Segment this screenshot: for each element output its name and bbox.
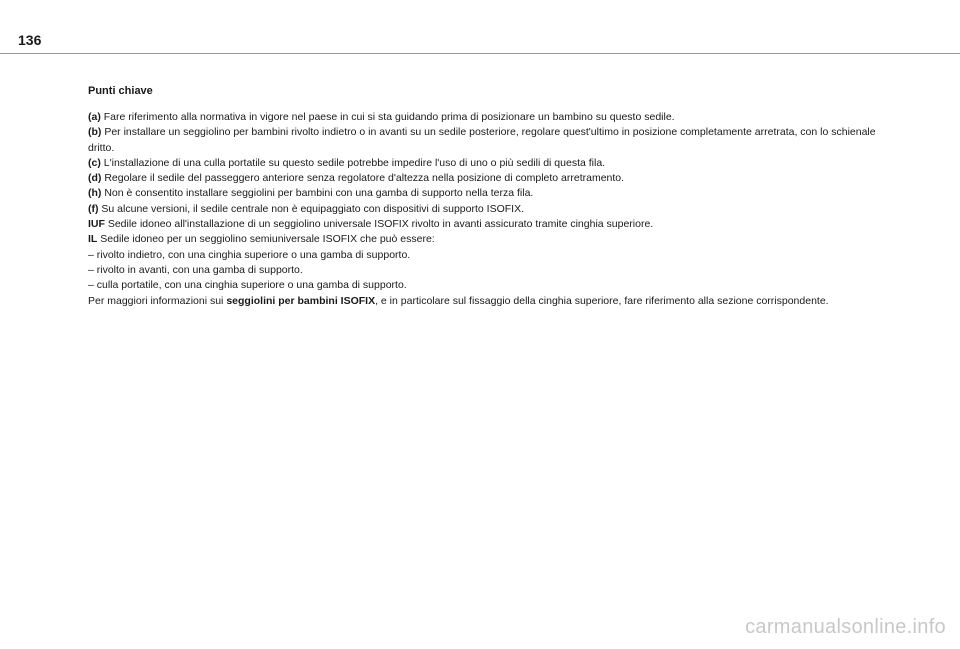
final-note bbox=[88, 294, 898, 309]
key-item-a bbox=[88, 110, 898, 125]
key-text: Regolare il sedile del passeggero anteriore senza regolatore d'altezza nella posizione di completo arretramento. bbox=[101, 172, 625, 185]
dash-item: – rivolto in avanti, con una gamba di supporto. bbox=[88, 263, 303, 276]
key-item-b bbox=[88, 125, 898, 156]
key-item-f bbox=[88, 202, 898, 217]
final-note-after: , e in particolare sul fissaggio della cinghia superiore, fare riferimento alla sezione corrispondente. bbox=[375, 294, 829, 307]
key-text: Su alcune versioni, il sedile centrale non è equipaggiato con dispositivi di supporto ISOFIX. bbox=[98, 202, 524, 215]
header-divider bbox=[0, 53, 960, 54]
dash-item: – culla portatile, con una cinghia superiore o una gamba di supporto. bbox=[88, 279, 407, 292]
key-label: (b) bbox=[88, 126, 102, 139]
key-label: (d) bbox=[88, 172, 102, 185]
key-label: IL bbox=[88, 233, 98, 246]
key-label: (h) bbox=[88, 187, 102, 200]
section-title: Punti chiave bbox=[88, 85, 153, 97]
key-text: Non è consentito installare seggiolini per bambini con una gamba di supporto nella terza fila. bbox=[101, 187, 534, 200]
key-item-c bbox=[88, 156, 898, 171]
watermark: carmanualsonline.info bbox=[745, 616, 946, 638]
key-text: Sedile idoneo per un seggiolino semiuniversale ISOFIX che può essere: bbox=[97, 233, 435, 246]
key-text: Per installare un seggiolino per bambini rivolto indietro o in avanti su un sedile posteriore, regolare quest'ultimo in posizione completamente arretrata, con lo schienale dritto. bbox=[88, 126, 876, 154]
key-item-iuf bbox=[88, 217, 898, 232]
main-content bbox=[88, 84, 898, 309]
key-text: Sedile idoneo all'installazione di un seggiolino universale ISOFIX rivolto in avanti assicurato tramite cinghia superiore. bbox=[104, 218, 654, 231]
key-label: (c) bbox=[88, 156, 101, 169]
key-item-il bbox=[88, 232, 898, 247]
key-text: Fare riferimento alla normativa in vigore nel paese in cui si sta guidando prima di posizionare un bambino su questo sedile. bbox=[100, 111, 675, 123]
key-text: L'installazione di una culla portatile su questo sedile potrebbe impedire l'uso di uno o più sedili di questa fila. bbox=[100, 156, 606, 169]
page-number: 136 bbox=[18, 32, 42, 48]
key-label: IUF bbox=[88, 218, 105, 231]
key-item-d bbox=[88, 171, 898, 186]
final-note-before: Per maggiori informazioni sui bbox=[88, 294, 227, 307]
key-label: (f) bbox=[88, 202, 99, 215]
key-label: (a) bbox=[88, 111, 101, 123]
final-note-link-text: seggiolini per bambini ISOFIX bbox=[226, 294, 376, 307]
key-item-h bbox=[88, 186, 898, 201]
dash-item: – rivolto indietro, con una cinghia superiore o una gamba di supporto. bbox=[88, 248, 411, 261]
